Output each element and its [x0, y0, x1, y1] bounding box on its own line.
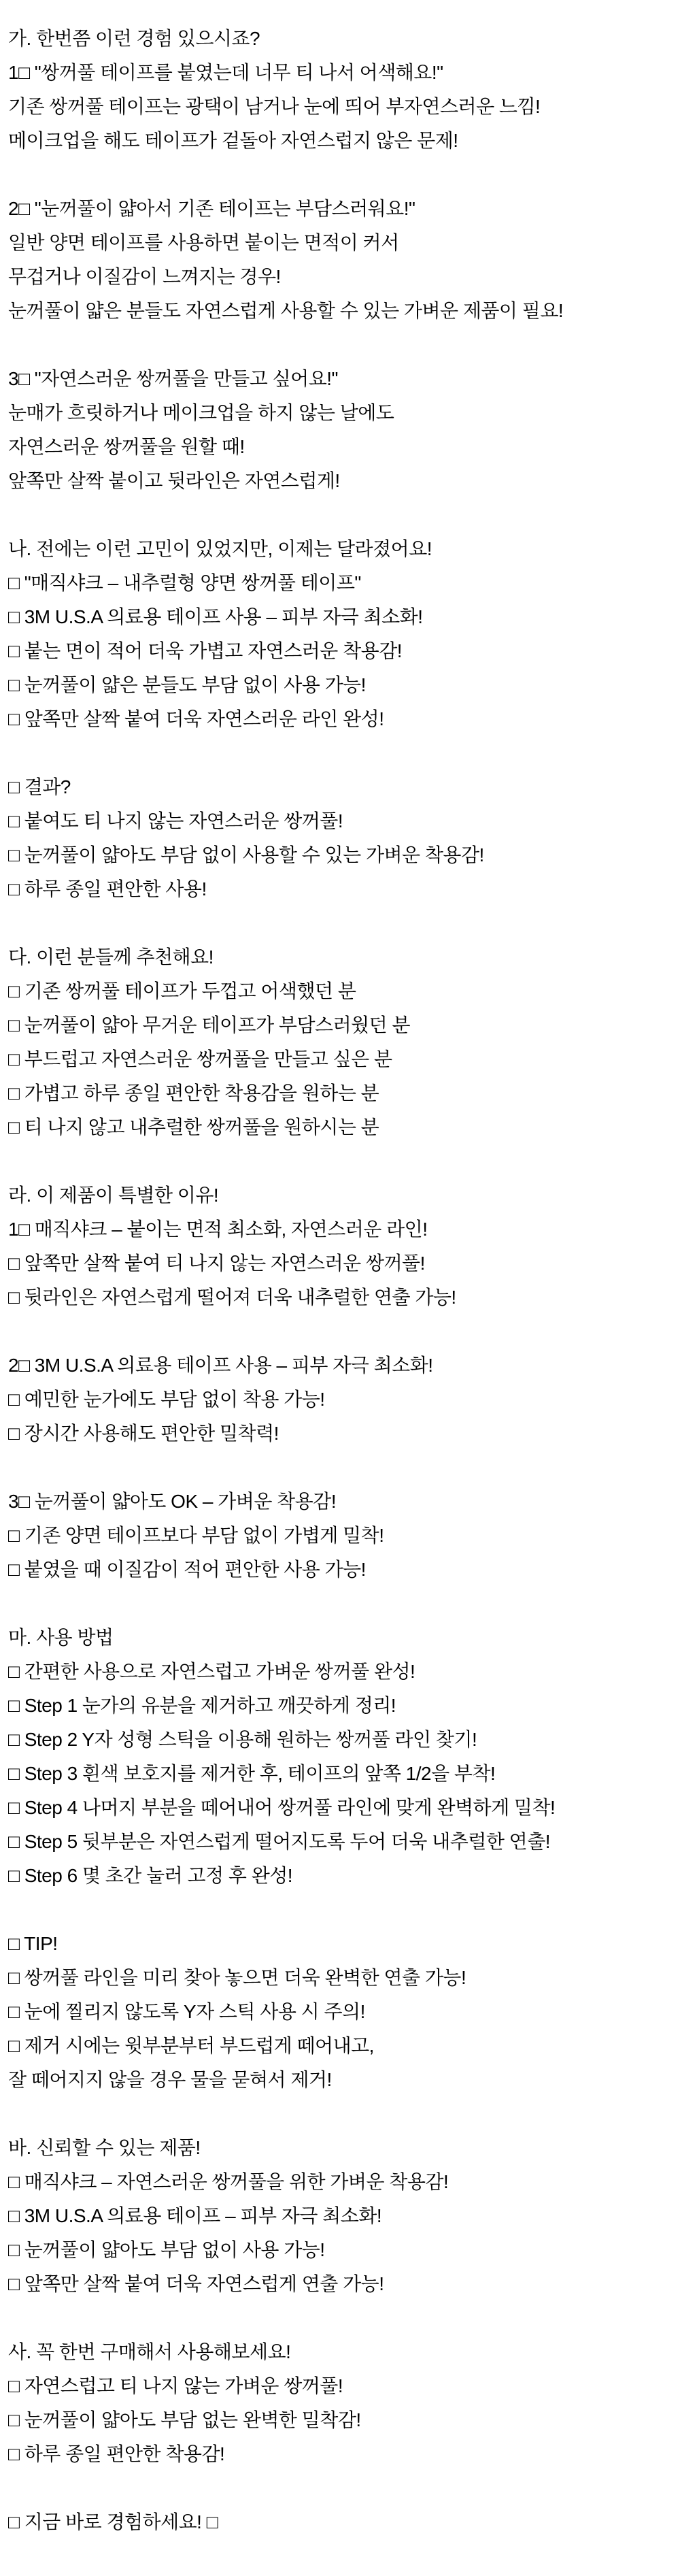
text-line: □ 하루 종일 편안한 착용감! [8, 2443, 225, 2464]
text-line: □ 지금 바로 경험하세요! □ [8, 2511, 218, 2532]
text-line: □ 제거 시에는 윗부분부터 부드럽게 떼어내고, [8, 2035, 374, 2056]
section-heading: 라. 이 제품이 특별한 이유! [8, 1185, 219, 1206]
text-line: □ 장시간 사용해도 편안한 밀착력! [8, 1423, 279, 1444]
text-line: □ 눈꺼풀이 얇아 무거운 테이프가 부담스러웠던 분 [8, 1014, 411, 1036]
text-line: □ 쌍꺼풀 라인을 미리 찾아 놓으면 더욱 완벽한 연출 가능! [8, 1967, 466, 1988]
text-line: 자연스러운 쌍꺼풀을 원할 때! [8, 436, 245, 457]
section-heading: 나. 전에는 이런 고민이 있었지만, 이제는 달라졌어요! [8, 538, 432, 559]
section-heading: 다. 이런 분들께 추천해요! [8, 946, 214, 968]
text-line: □ 3M U.S.A 의료용 테이프 사용 – 피부 자극 최소화! [8, 606, 423, 627]
text-line: 3□ 눈꺼풀이 얇아도 OK – 가벼운 착용감! [8, 1491, 337, 1512]
section-na-solution [8, 532, 675, 736]
tip-block [8, 1927, 675, 2097]
section-ra-special-reason-1 [8, 1178, 675, 1315]
text-line: □ 간편한 사용으로 자연스럽고 가벼운 쌍꺼풀 완성! [8, 1661, 415, 1682]
text-line: □ 눈꺼풀이 얇은 분들도 부담 없이 사용 가능! [8, 674, 366, 695]
text-line: □ 앞쪽만 살짝 붙여 티 나지 않는 자연스러운 쌍꺼풀! [8, 1253, 425, 1274]
text-line: 잘 떼어지지 않을 경우 물을 묻혀서 제거! [8, 2069, 332, 2090]
section-heading: 바. 신뢰할 수 있는 제품! [8, 2137, 201, 2158]
text-line: 2□ 3M U.S.A 의료용 테이프 사용 – 피부 자극 최소화! [8, 1355, 433, 1376]
text-line: 1□ "쌍꺼풀 테이프를 붙였는데 너무 티 나서 어색해요!" [8, 62, 443, 83]
text-line: □ 가볍고 하루 종일 편안한 착용감을 원하는 분 [8, 1083, 379, 1104]
text-line: □ 붙여도 티 나지 않는 자연스러운 쌍꺼풀! [8, 810, 343, 831]
text-line: □ 붙는 면이 적어 더욱 가볍고 자연스러운 착용감! [8, 640, 403, 661]
text-line: □ Step 1 눈가의 유분을 제거하고 깨끗하게 정리! [8, 1695, 396, 1716]
text-line: □ 기존 양면 테이프보다 부담 없이 가볍게 밀착! [8, 1525, 384, 1546]
text-line: □ 앞쪽만 살짝 붙여 더욱 자연스러운 라인 완성! [8, 708, 384, 729]
text-line: 메이크업을 해도 테이프가 겉돌아 자연스럽지 않은 문제! [8, 130, 458, 151]
text-line: 기존 쌍꺼풀 테이프는 광택이 남거나 눈에 띄어 부자연스러운 느낌! [8, 96, 541, 117]
text-line: □ 결과? [8, 776, 71, 797]
text-line: □ TIP! [8, 1933, 58, 1954]
text-line: □ 붙였을 때 이질감이 적어 편안한 사용 가능! [8, 1559, 366, 1580]
text-line: 눈매가 흐릿하거나 메이크업을 하지 않는 날에도 [8, 402, 394, 423]
text-line: □ 티 나지 않고 내추럴한 쌍꺼풀을 원하시는 분 [8, 1117, 379, 1138]
section-heading: 사. 꼭 한번 구매해서 사용해보세요! [8, 2341, 291, 2362]
text-line: □ 앞쪽만 살짝 붙여 더욱 자연스럽게 연출 가능! [8, 2273, 384, 2294]
text-line: □ 뒷라인은 자연스럽게 떨어져 더욱 내추럴한 연출 가능! [8, 1287, 456, 1308]
text-line: 무겁거나 이질감이 느껴지는 경우! [8, 266, 281, 287]
text-line: 눈꺼풀이 얇은 분들도 자연스럽게 사용할 수 있는 가벼운 제품이 필요! [8, 300, 564, 321]
text-line: □ Step 5 뒷부분은 자연스럽게 떨어지도록 두어 더욱 내추럴한 연출! [8, 1831, 551, 1852]
section-heading: 마. 사용 방법 [8, 1627, 114, 1648]
text-line: □ 눈꺼풀이 얇아도 부담 없이 사용 가능! [8, 2239, 325, 2260]
text-line: 앞쪽만 살짝 붙이고 뒷라인은 자연스럽게! [8, 470, 340, 491]
text-line: 2□ "눈꺼풀이 얇아서 기존 테이프는 부담스러워요!" [8, 198, 415, 219]
complaint-3-block [8, 362, 675, 498]
text-line: □ Step 4 나머지 부분을 떼어내어 쌍꺼풀 라인에 맞게 완벽하게 밀착! [8, 1797, 556, 1818]
text-line: □ 눈꺼풀이 얇아도 부담 없이 사용할 수 있는 가벼운 착용감! [8, 844, 484, 865]
special-reason-3 [8, 1485, 675, 1587]
text-line: □ 자연스럽고 티 나지 않는 가벼운 쌍꺼풀! [8, 2375, 343, 2396]
text-line: □ 매직샤크 – 자연스러운 쌍꺼풀을 위한 가벼운 착용감! [8, 2171, 449, 2192]
text-line: □ 3M U.S.A 의료용 테이프 – 피부 자극 최소화! [8, 2205, 382, 2226]
text-line: □ Step 6 몇 초간 눌러 고정 후 완성! [8, 1865, 293, 1886]
complaint-2-block [8, 192, 675, 328]
text-line: □ 하루 종일 편안한 사용! [8, 878, 207, 899]
text-line: 일반 양면 테이프를 사용하면 붙이는 면적이 커서 [8, 232, 399, 253]
closing-line-block [8, 2505, 675, 2539]
section-ga-experiences [8, 22, 675, 158]
text-line: □ 기존 쌍꺼풀 테이프가 두껍고 어색했던 분 [8, 980, 356, 1002]
text-line: □ Step 3 흰색 보호지를 제거한 후, 테이프의 앞쪽 1/2을 부착! [8, 1763, 496, 1784]
section-sa-call-to-action [8, 2335, 675, 2471]
text-line: □ 예민한 눈가에도 부담 없이 착용 가능! [8, 1389, 325, 1410]
text-line: □ Step 2 Y자 성형 스틱을 이용해 원하는 쌍꺼풀 라인 찾기! [8, 1729, 477, 1750]
section-da-recommend [8, 940, 675, 1144]
section-ma-how-to-use [8, 1621, 675, 1893]
text-line: 1□ 매직샤크 – 붙이는 면적 최소화, 자연스러운 라인! [8, 1219, 428, 1240]
result-block [8, 770, 675, 906]
special-reason-2 [8, 1349, 675, 1451]
text-line: □ 부드럽고 자연스러운 쌍꺼풀을 만들고 싶은 분 [8, 1048, 392, 1070]
text-line: 3□ "자연스러운 쌍꺼풀을 만들고 싶어요!" [8, 368, 338, 389]
text-line: □ 눈에 찔리지 않도록 Y자 스틱 사용 시 주의! [8, 2001, 365, 2022]
text-line: □ "매직샤크 – 내추럴형 양면 쌍꺼풀 테이프" [8, 572, 361, 593]
section-heading: 가. 한번쯤 이런 경험 있으시죠? [8, 28, 260, 49]
section-ba-trustworthy [8, 2131, 675, 2301]
text-line: □ 눈꺼풀이 얇아도 부담 없는 완벽한 밀착감! [8, 2409, 361, 2430]
